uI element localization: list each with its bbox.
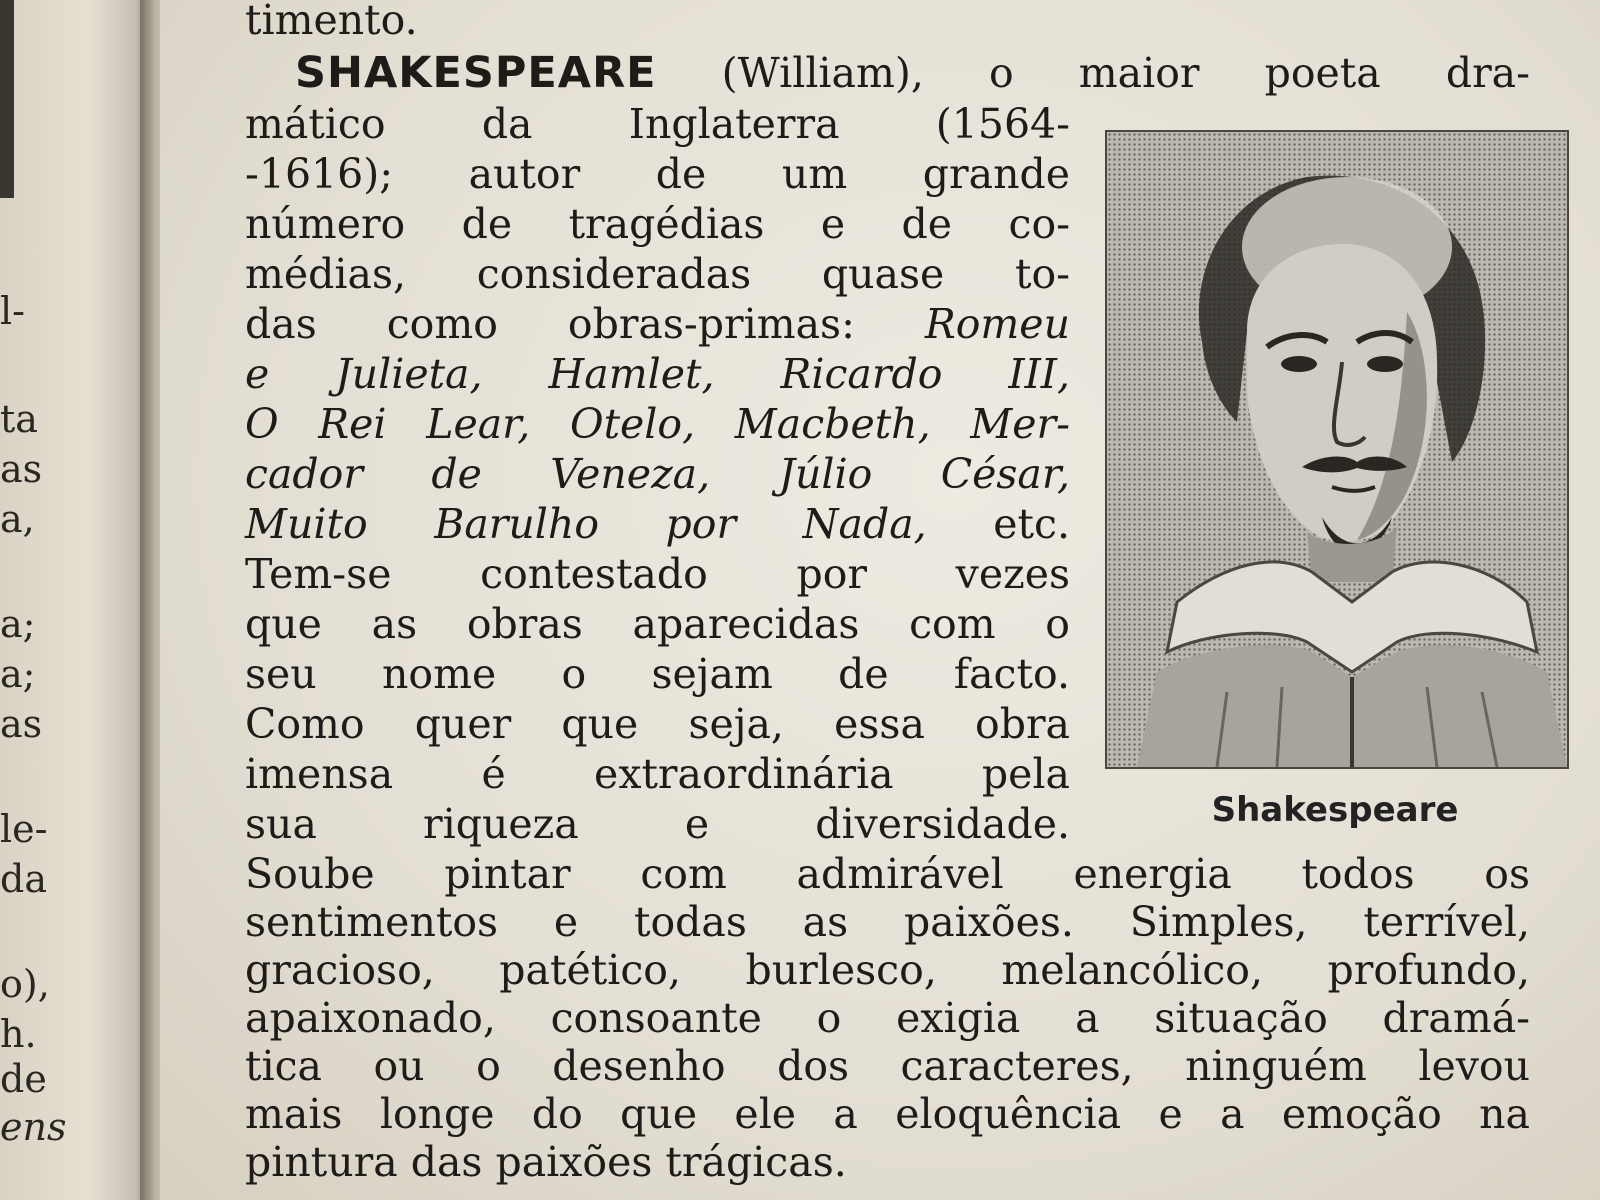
entry-text: (William), o maior poeta dra- [721, 49, 1530, 97]
work-titles: e Julieta, Hamlet, Ricardo III, [245, 350, 1070, 398]
entry-line: tica ou o desenho dos caracteres, ninguém levou [245, 1042, 1530, 1090]
entry-text: das como obras-primas: [245, 300, 855, 348]
entry-line: médias, consideradas quase to- [245, 250, 1070, 298]
left-fragment: le- [0, 807, 48, 851]
entry-line: imensa é extraordinária pela [245, 750, 1070, 798]
left-page-rule [0, 0, 14, 198]
work-titles: O Rei Lear, Otelo, Macbeth, Mer- [245, 400, 1070, 448]
entry-headword: SHAKESPEARE [295, 48, 657, 98]
entry-line-italic [245, 350, 1070, 398]
left-fragment: ens [0, 1105, 67, 1149]
entry-line: apaixonado, consoante o exigia a situação dramá- [245, 994, 1530, 1042]
left-fragment: ta [0, 397, 38, 441]
entry-line-italic [245, 400, 1070, 448]
work-title: Romeu [924, 300, 1070, 348]
entry-line [245, 500, 1070, 548]
left-page [0, 0, 150, 1200]
portrait-caption: Shakespeare [1211, 790, 1459, 830]
left-fragment: as [0, 702, 43, 746]
left-fragment: a; [0, 652, 36, 696]
work-titles: cador de Veneza, Júlio César, [245, 450, 1070, 498]
left-fragment: de [0, 1057, 47, 1101]
left-fragment: as [0, 447, 43, 491]
entry-line: mático da Inglaterra (1564- [245, 100, 1070, 148]
entry-line [245, 300, 1070, 348]
previous-entry-ending: timento. [245, 0, 418, 44]
entry-line: sentimentos e todas as paixões. Simples, terrível, [245, 898, 1530, 946]
entry-line: que as obras aparecidas com o [245, 600, 1070, 648]
entry-line-italic [245, 450, 1070, 498]
entry-line: número de tragédias e de co- [245, 200, 1070, 248]
left-fragment: a; [0, 602, 36, 646]
left-fragment: o), [0, 962, 50, 1006]
entry-line: pintura das paixões trágicas. [245, 1138, 847, 1186]
left-fragment: l- [0, 289, 25, 333]
entry-line: -1616); autor de um grande [245, 150, 1070, 198]
work-title: Muito Barulho por Nada, [245, 500, 927, 548]
portrait-engraving [1107, 132, 1567, 767]
entry-line: Soube pintar com admirável energia todos os [245, 850, 1530, 898]
entry-line: seu nome o sejam de facto. [245, 650, 1070, 698]
entry-line: Como quer que seja, essa obra [245, 700, 1070, 748]
left-fragment: a, [0, 497, 35, 541]
shakespeare-portrait [1105, 130, 1569, 769]
entry-line: mais longe do que ele a eloquência e a emoção na [245, 1090, 1530, 1138]
entry-first-line [295, 48, 1530, 98]
entry-text: etc. [993, 500, 1070, 548]
entry-line: sua riqueza e diversidade. [245, 800, 1070, 848]
entry-line: Tem-se contestado por vezes [245, 550, 1070, 598]
left-fragment: h. [0, 1012, 37, 1056]
entry-line: gracioso, patético, burlesco, melancólico, profundo, [245, 946, 1530, 994]
left-fragment: da [0, 857, 47, 901]
